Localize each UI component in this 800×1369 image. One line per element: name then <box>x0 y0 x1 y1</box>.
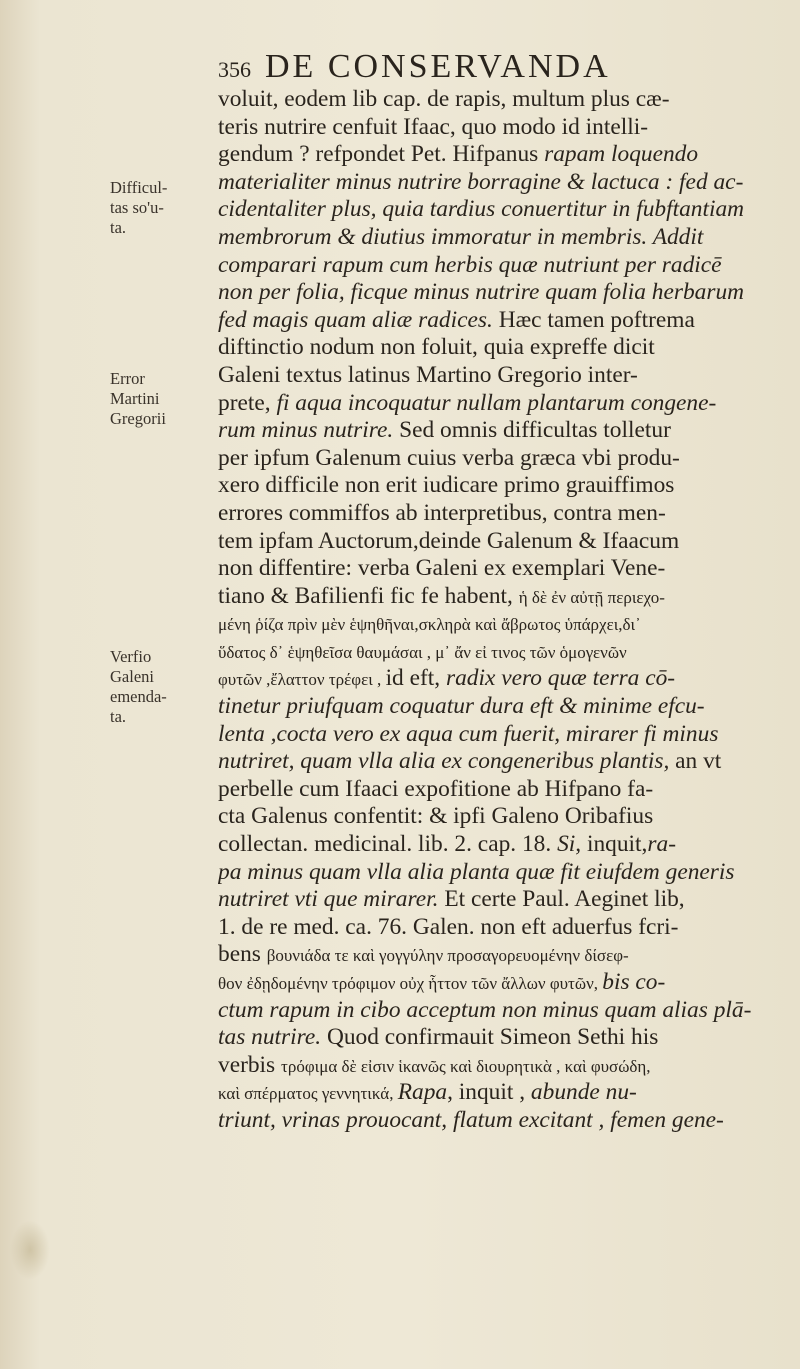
italic-text: bis co- <box>602 969 666 995</box>
text-line <box>218 803 778 831</box>
text-line <box>218 941 778 969</box>
text-line <box>218 1052 778 1080</box>
margin-note-line: tas so'u- <box>110 198 164 217</box>
roman-text: bens <box>218 941 267 968</box>
italic-text: rapam loquendo <box>544 141 699 168</box>
italic-text: membrorum & diutius immoratur in membris. Addit <box>218 223 704 250</box>
italic-text: Si, <box>557 831 587 858</box>
text-line <box>218 610 778 638</box>
paper-stain <box>10 1220 50 1280</box>
roman-text: verbis <box>218 1051 282 1078</box>
text-line <box>218 638 778 666</box>
text-line <box>218 693 778 721</box>
body-text <box>218 86 778 1135</box>
margin-note-line: emenda- <box>110 687 167 706</box>
roman-text: per ipfum Galenum cuius verba græca vbi produ- <box>218 444 680 471</box>
roman-text: collectan. medicinal. lib. 2. cap. 18. <box>218 831 558 858</box>
roman-text: prete, <box>218 389 277 416</box>
roman-text: diftinctio nodum non foluit, quia expreffe dicit <box>218 334 655 361</box>
italic-text: radix vero quæ terra cō- <box>445 665 676 692</box>
italic-text: fed magis quam aliæ radices. <box>218 306 499 333</box>
italic-text: lenta ,cocta vero ex aqua cum fuerit, mirarer fi minus <box>218 720 719 747</box>
text-line <box>218 86 778 114</box>
italic-text: nutriret vti que mirarer. <box>218 886 445 913</box>
italic-text: fi aqua incoquatur nullam plantarum congene- <box>276 389 717 416</box>
text-line <box>218 114 778 142</box>
roman-text: , inquit , <box>447 1079 531 1106</box>
text-line <box>218 721 778 749</box>
roman-text: Et certe Paul. Aeginet lib, <box>444 886 685 913</box>
text-line <box>218 1024 778 1052</box>
greek-text: μένη ῥίζα πρὶν μὲν ἑψηθῆναι,σκληρὰ καὶ ἄβρωτος ὑπάρχει,δι᾽ <box>218 615 641 635</box>
roman-text: tiano & Bafilienfi fic fe habent, <box>218 582 519 609</box>
margin-note-line: ta. <box>110 707 127 726</box>
text-line <box>218 583 778 611</box>
text-line <box>218 997 778 1025</box>
text-line <box>218 390 778 418</box>
roman-text: id eft, <box>385 665 446 692</box>
text-line <box>218 555 778 583</box>
roman-text: non diffentire: verba Galeni ex exemplari Vene- <box>218 555 666 582</box>
text-line <box>218 417 778 445</box>
roman-text: inquit, <box>586 831 648 858</box>
italic-text: nutriret, quam vlla alia ex congeneribus plantis, <box>218 748 676 775</box>
text-line <box>218 362 778 390</box>
text-line <box>218 886 778 914</box>
text-line <box>218 500 778 528</box>
text-line <box>218 224 778 252</box>
roman-text: tem ipfam Auctorum,deinde Galenum & Ifaacum <box>218 527 680 554</box>
roman-text: cta Galenus confentit: & ipfi Galeno Oribafius <box>218 803 654 830</box>
text-line <box>218 831 778 859</box>
greek-text: καὶ σπέρματος γεννητικά, <box>218 1084 398 1104</box>
text-line <box>218 196 778 224</box>
italic-text: pa minus quam vlla alia planta quæ fit eiufdem generis <box>218 858 735 885</box>
text-line <box>218 1079 778 1107</box>
text-line <box>218 914 778 942</box>
margin-note-line: Martini <box>110 389 160 408</box>
running-title: DE CONSERVANDA <box>265 48 611 85</box>
margin-note-line: Verfio <box>110 647 152 666</box>
text-line <box>218 307 778 335</box>
italic-text: ctum rapum in cibo acceptum non minus quam alias plā- <box>218 996 752 1023</box>
text-line <box>218 279 778 307</box>
text-line <box>218 859 778 887</box>
italic-text: cidentaliter plus, quia tardius conuertitur in fubftantiam <box>218 196 745 223</box>
text-line <box>218 969 778 997</box>
roman-text: Hæc tamen poftrema <box>498 306 695 333</box>
margin-note-line: Galeni <box>110 667 154 686</box>
roman-text: Galeni textus latinus Martino Gregorio inter- <box>218 361 638 388</box>
text-line <box>218 334 778 362</box>
text-line <box>218 445 778 473</box>
text-line <box>218 141 778 169</box>
roman-text: voluit, eodem lib cap. de rapis, multum plus cæ- <box>218 86 670 112</box>
roman-text: 1. de re med. ca. 76. Galen. non eft aduerfus fcri- <box>218 913 679 940</box>
italic-text: non per folia, ficque minus nutrire quam folia herbarum <box>218 279 745 306</box>
margin-note-3 <box>110 647 210 727</box>
text-line <box>218 472 778 500</box>
greek-text: βουνιάδα τε καὶ γογγύλην προσαγορευομένην δίσεφ- <box>266 946 629 966</box>
italic-text: tinetur priufquam coquatur dura eft & minime efcu- <box>218 693 705 720</box>
page-header <box>218 48 778 88</box>
text-line <box>218 748 778 776</box>
margin-note-2 <box>110 369 210 429</box>
greek-text: τρόφιμα δὲ εἰσιν ἱκανῶς καὶ διουρητικὰ , καὶ φυσώδη, <box>281 1056 651 1076</box>
text-line <box>218 1107 778 1135</box>
italic-text: rum minus nutrire. <box>218 417 400 444</box>
roman-text: teris nutrire cenfuit Ifaac, quo modo id intelli- <box>218 113 648 140</box>
margin-note-line: Difficul- <box>110 178 168 197</box>
italic-text: materialiter minus nutrire borragine & lactuca : fed ac- <box>218 168 744 195</box>
greek-text: ἡ δὲ ἐν αὐτῇ περιεχο- <box>518 587 665 607</box>
italic-text: ra- <box>647 831 676 858</box>
greek-text: θον ἐδῃδομένην τρόφιμον οὐχ ἧττον τῶν ἄλλων φυτῶν, <box>218 974 603 993</box>
roman-text: gendum ? refpondet Pet. Hifpanus <box>218 141 545 168</box>
text-line <box>218 665 778 693</box>
roman-text: Quod confirmauit Simeon Sethi his <box>326 1024 659 1051</box>
margin-note-1 <box>110 178 210 238</box>
roman-text: an vt <box>675 748 722 775</box>
italic-text: triunt, vrinas prouocant, flatum excitant , femen gene- <box>218 1106 724 1133</box>
italic-text: abunde nu- <box>530 1079 637 1106</box>
margin-note-line: ta. <box>110 218 127 237</box>
roman-text: errores commiffos ab interpretibus, contra men- <box>218 499 666 526</box>
italic-text: Rapa <box>397 1079 448 1106</box>
greek-text: ὕδατος δ᾽ ἑψηθεῖσα θαυμάσαι , μ᾽ ἄν εἰ τινος τῶν ὁμογενῶν <box>218 642 627 662</box>
roman-text: perbelle cum Ifaaci expofitione ab Hifpano fa- <box>218 775 654 802</box>
page-number: 356 <box>218 57 251 82</box>
roman-text: xero difficile non erit iudicare primo grauiffimos <box>218 472 675 499</box>
greek-text: φυτῶν ,ἔλαττον τρέφει , <box>218 670 386 690</box>
text-line <box>218 252 778 280</box>
italic-text: tas nutrire. <box>218 1024 327 1051</box>
text-line <box>218 528 778 556</box>
roman-text: Sed omnis difficultas tolletur <box>399 417 671 444</box>
text-line <box>218 169 778 197</box>
italic-text: comparari rapum cum herbis quæ nutriunt per radicē <box>218 251 722 278</box>
margin-note-line: Gregorii <box>110 409 166 428</box>
margin-note-line: Error <box>110 369 145 388</box>
text-line <box>218 776 778 804</box>
